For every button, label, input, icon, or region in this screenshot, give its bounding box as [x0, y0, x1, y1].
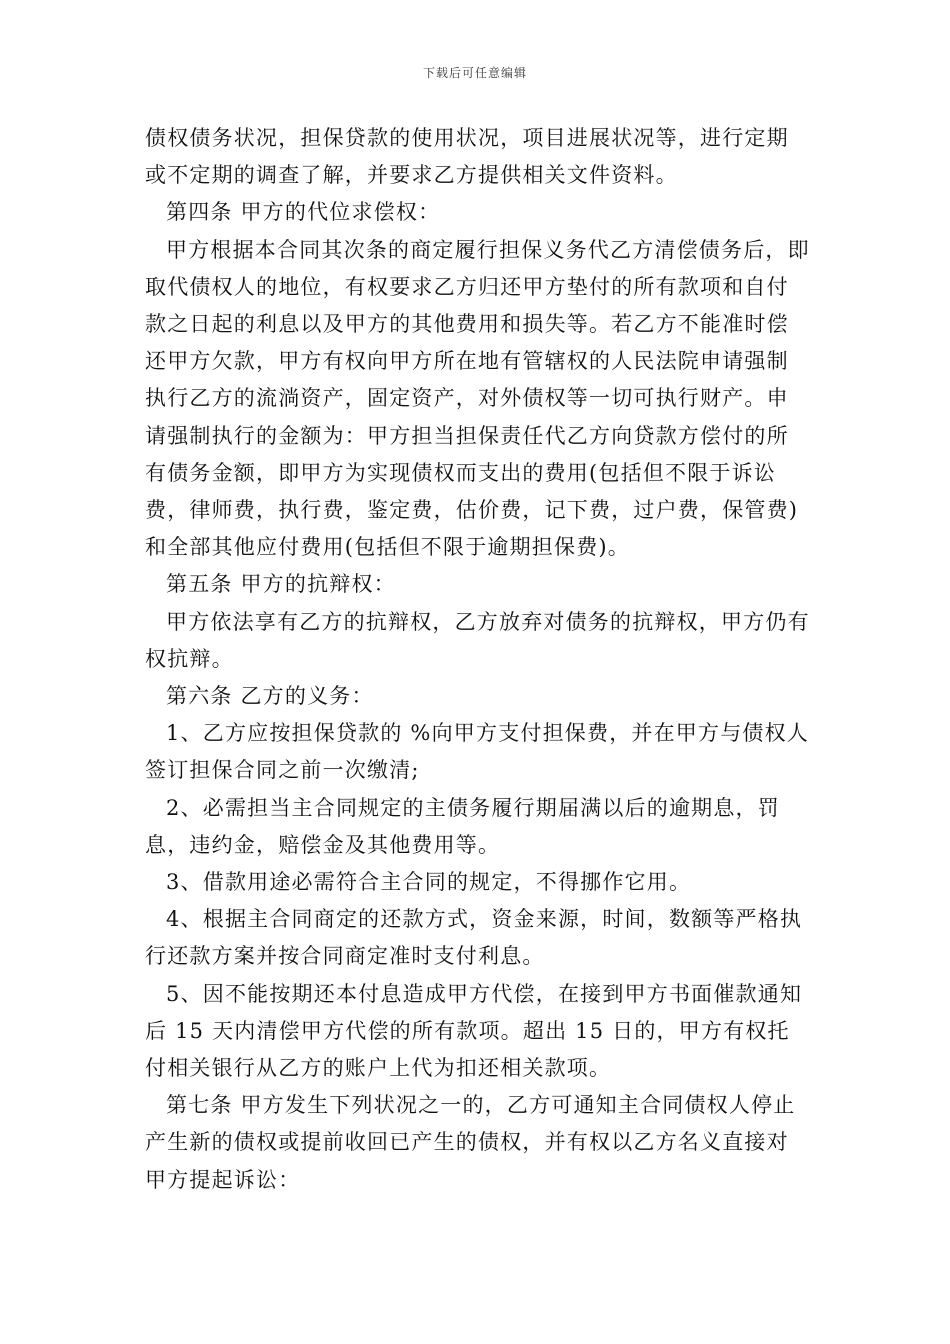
header-note: 下载后可任意编辑 — [422, 66, 527, 80]
paragraph-article-7: 第七条 甲方发生下列状况之一的，乙方可通知主合同债权人停止产生新的债权或提前收回已产生的债权，并有权以乙方名义直接对甲方提起诉讼： — [145, 1093, 796, 1192]
list-item-obligation-2: 2、必需担当主合同规定的主债务履行期届满以后的逾期息，罚息，违约金，赔偿金及其他费用等。 — [145, 795, 780, 857]
paragraph-debt-status: 债权债务状况，担保贷款的使用状况，项目进展状况等，进行定期或不定期的调查了解，并要求乙方提供相关文件资料。 — [145, 126, 789, 188]
list-item-obligation-1: 1、乙方应按担保贷款的 %向甲方支付担保费，并在甲方与债权人签订担保合同之前一次缴清; — [145, 721, 809, 783]
paragraph-defense-right: 甲方依法享有乙方的抗辩权，乙方放弃对债务的抗辩权，甲方仍有权抗辩。 — [145, 609, 810, 671]
paragraph-subrogation: 甲方根据本合同其次条的商定履行担保义务代乙方清偿债务后，即取代债权人的地位，有权要求乙方归还甲方垫付的所有款项和自付款之日起的利息以及甲方的其他费用和损失等。若乙方不能准时偿还甲方欠款，甲方有权向甲方所在地有管辖权的人民法院申请强制执行乙方的流淌资产，固定资产，对外债权等一切可执行财产。申请强制执行的金额为：甲方担当担保责任代乙方向贷款方偿付的所有债务金额，即甲方为实现债权而支出的费用(包括但不限于诉讼费，律师费，执行费，鉴定费，估价费，记下费，过户费，保管费)和全部其他应付费用(包括但不限于逾期担保费)。 — [145, 237, 810, 560]
list-item-obligation-5: 5、因不能按期还本付息造成甲方代偿，在接到甲方书面催款通知后 15 天内清偿甲方代偿的所有款项。超出 15 日的，甲方有权托付相关银行从乙方的账户上代为扣还相关款项。 — [145, 981, 803, 1081]
heading-article-5: 第五条 甲方的抗辩权： — [166, 572, 396, 597]
heading-article-4: 第四条 甲方的代位求偿权： — [166, 200, 441, 225]
list-item-obligation-4: 4、根据主合同商定的还款方式，资金来源，时间，数额等严格执行还款方案并按合同商定准时支付利息。 — [145, 907, 803, 969]
heading-article-6: 第六条 乙方的义务： — [166, 684, 374, 709]
list-item-obligation-3: 3、借款用途必需符合主合同的规定，不得挪作它用。 — [166, 870, 692, 895]
document-body — [145, 120, 810, 1199]
